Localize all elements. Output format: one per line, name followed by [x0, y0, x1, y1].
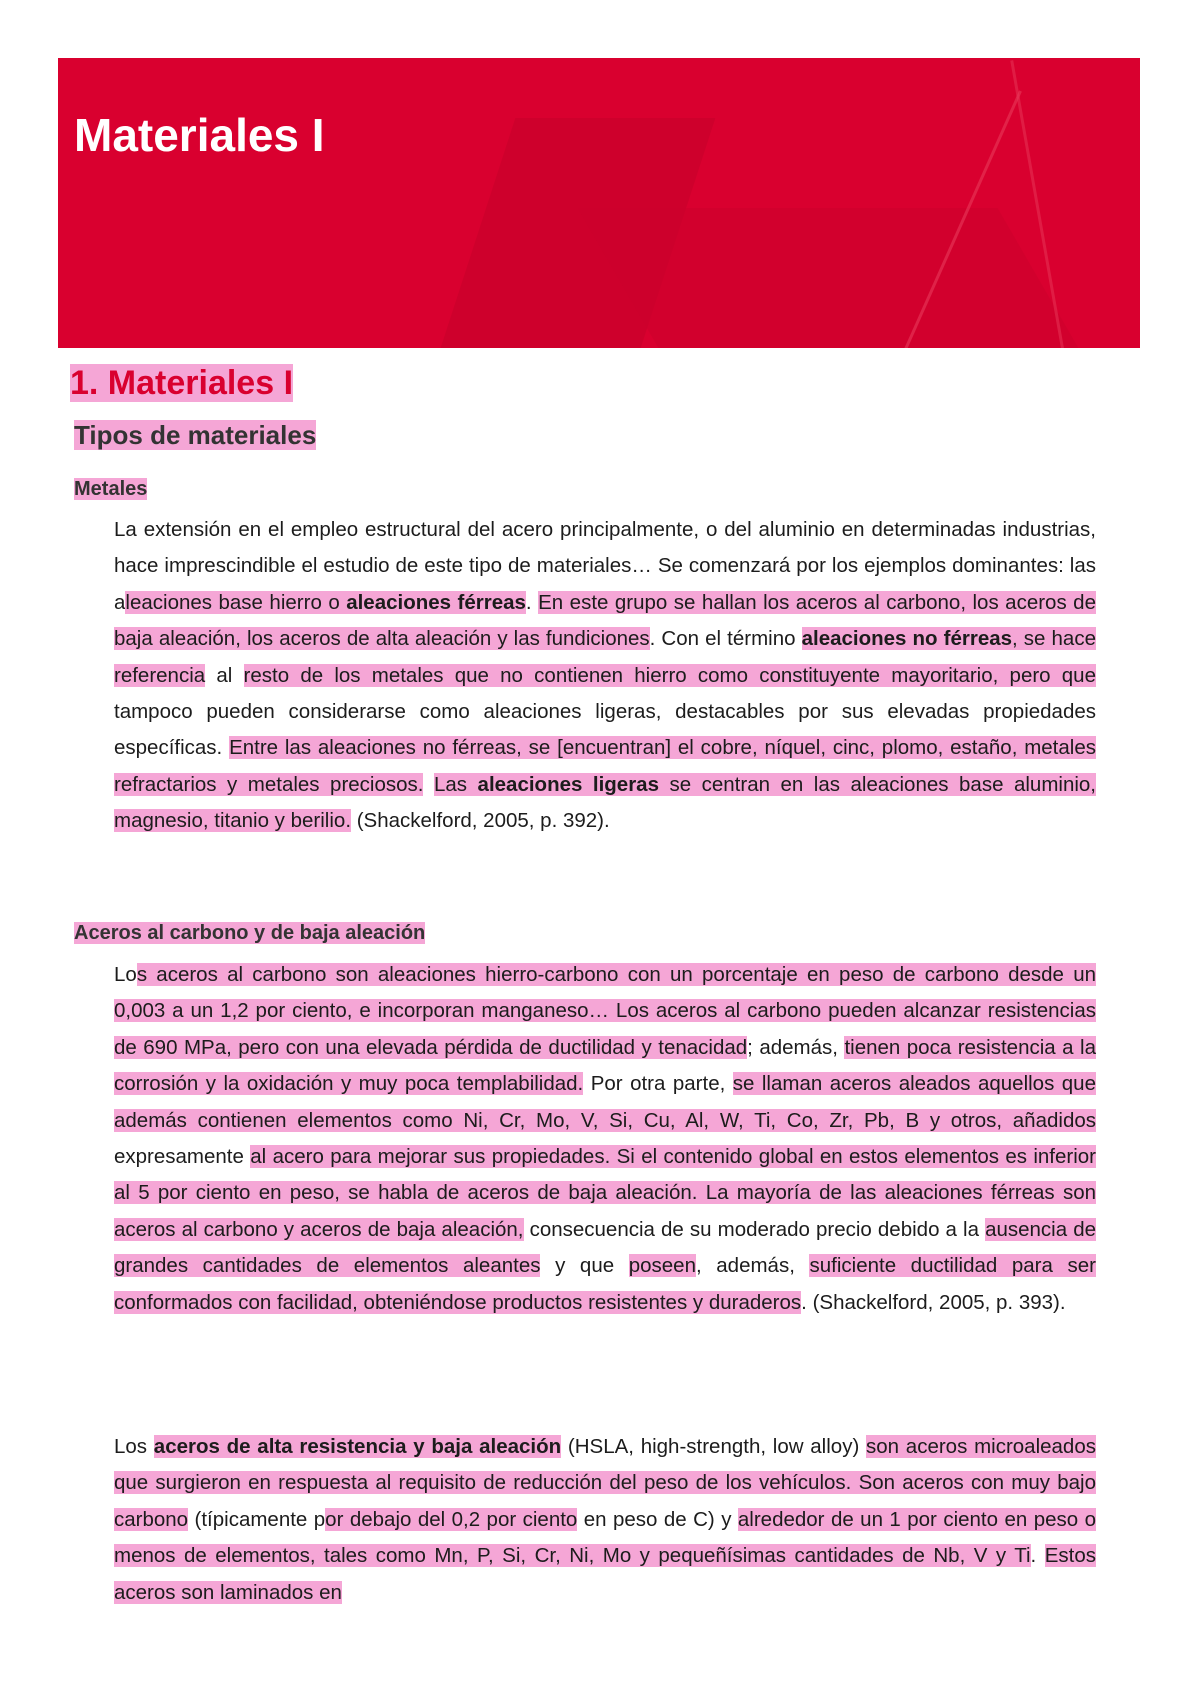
section-heading-text: 1. Materiales I: [70, 364, 294, 402]
metales-heading-text: Metales: [74, 478, 148, 500]
text-run: , además,: [695, 1254, 810, 1278]
highlighted-text: se centran en las aleaciones base aluminio, magnesio, titanio y berilio.: [114, 772, 1097, 833]
highlighted-text: , se hace referencia: [114, 627, 1096, 687]
text-run: La extensión en el empleo estructural del acero principalmente, o del aluminio en determinadas industrias, hace imprescindible el estudio de este tipo de materiales… Se comenzará por los ejemplos dominantes: las a: [114, 518, 1096, 614]
text-run: (HSLA, high-strength, low alloy): [561, 1435, 867, 1458]
text-run: . (Shackelford, 2005, p. 393).: [801, 1290, 1066, 1314]
text-run: tampoco pueden considerarse como aleaciones ligeras, destacables por sus elevadas propiedades específicas.: [114, 700, 1096, 760]
aceros-heading-text: Aceros al carbono y de baja aleación: [74, 922, 426, 944]
highlighted-text: Las: [433, 772, 478, 796]
aceros-paragraph-2: [114, 1429, 1096, 1611]
banner-decoration: [578, 208, 1079, 348]
highlighted-text: ausencia de grandes cantidades de elementos aleantes: [114, 1217, 1096, 1278]
text-run: . Con el término: [649, 627, 802, 651]
document-title: Materiales I: [74, 109, 325, 161]
text-run: en peso de C) y: [577, 1507, 738, 1531]
highlighted-text: poseen: [628, 1254, 696, 1278]
subsection-heading: [74, 420, 316, 451]
highlighted-text: aceros de alta resistencia y baja aleación: [153, 1435, 562, 1458]
highlighted-text: se llaman aceros aleados aquellos que además contienen elementos como Ni, Cr, Mo, V, Si, Cu, Al, W, Ti, Co, Zr, Pb, B y otros, añadidos: [114, 1072, 1096, 1132]
highlighted-text: resto de los metales que no contienen hierro como constituyente mayoritario, pero que: [243, 663, 1096, 687]
text-run: y que: [540, 1254, 629, 1278]
text-run: Los: [114, 1435, 154, 1458]
aceros-heading: [74, 922, 425, 945]
highlighted-text: s aceros al carbono son aleaciones hierro-carbono con un porcentaje en peso de carbono desde un 0,003 a un 1,2 por ciento, e incorporan manganeso… Los aceros al carbono pueden alcanzar resistencias de 690 MPa, pero con una elevada pérdida de ductilidad y tenacidad: [114, 963, 1096, 1059]
text-run: [423, 773, 434, 796]
highlighted-text: al acero para mejorar sus propiedades. Si el contenido global en estos elementos es inferior al 5 por ciento en peso, se habla de aceros de baja aleación. La mayoría de las aleaciones férreas son aceros al carbono y aceros de baja aleación,: [114, 1145, 1096, 1241]
text-run: (típicamente p: [188, 1507, 326, 1531]
highlighted-text: tienen poca resistencia a la corrosión y la oxidación y muy poca templabilidad.: [114, 1035, 1096, 1096]
metales-paragraph: [114, 512, 1096, 840]
text-run: expresamente: [114, 1145, 251, 1169]
highlighted-text: Entre las aleaciones no férreas, se [encuentran] el cobre, níquel, cinc, plomo, estaño, metales refractarios y metales preciosos.: [114, 736, 1096, 796]
metales-heading: [74, 478, 147, 501]
highlighted-text: En este grupo se hallan los aceros al carbono, los aceros de baja aleación, los aceros de alta aleación y las fundiciones: [114, 590, 1096, 651]
subsection-heading-text: Tipos de materiales: [74, 420, 317, 450]
highlighted-text: Estos aceros son laminados en: [114, 1544, 1096, 1604]
highlighted-text: aleaciones férreas: [346, 590, 526, 614]
header-banner: [58, 58, 1140, 348]
text-run: .: [1030, 1544, 1045, 1568]
text-run: al: [205, 663, 244, 687]
highlighted-text: aleaciones no férreas: [801, 627, 1013, 651]
section-heading: [70, 364, 293, 403]
text-run: Por otra parte,: [583, 1072, 733, 1096]
highlighted-text: suficiente ductilidad para ser conformados con facilidad, obteniéndose productos resistentes y duraderos: [114, 1254, 1096, 1314]
highlighted-text: son aceros microaleados que surgieron en respuesta al requisito de reducción del peso de los vehículos. Son aceros con muy bajo carbono: [114, 1435, 1096, 1531]
text-run: Lo: [114, 963, 137, 986]
text-run: consecuencia de su moderado precio debido a la: [523, 1217, 986, 1241]
highlighted-text: or debajo del 0,2 por ciento: [325, 1507, 578, 1531]
text-run: .: [525, 590, 539, 614]
text-run: (Shackelford, 2005, p. 392).: [351, 809, 610, 833]
text-run: ; además,: [747, 1035, 845, 1059]
highlighted-text: leaciones base hierro o: [125, 590, 347, 614]
highlighted-text: alrededor de un 1 por ciento en peso o menos de elementos, tales como Mn, P, Si, Cr, Ni, Mo y pequeñísimas cantidades de Nb, V y Ti: [114, 1507, 1096, 1568]
aceros-paragraph-1: [114, 957, 1096, 1321]
highlighted-text: aleaciones ligeras: [477, 772, 659, 796]
